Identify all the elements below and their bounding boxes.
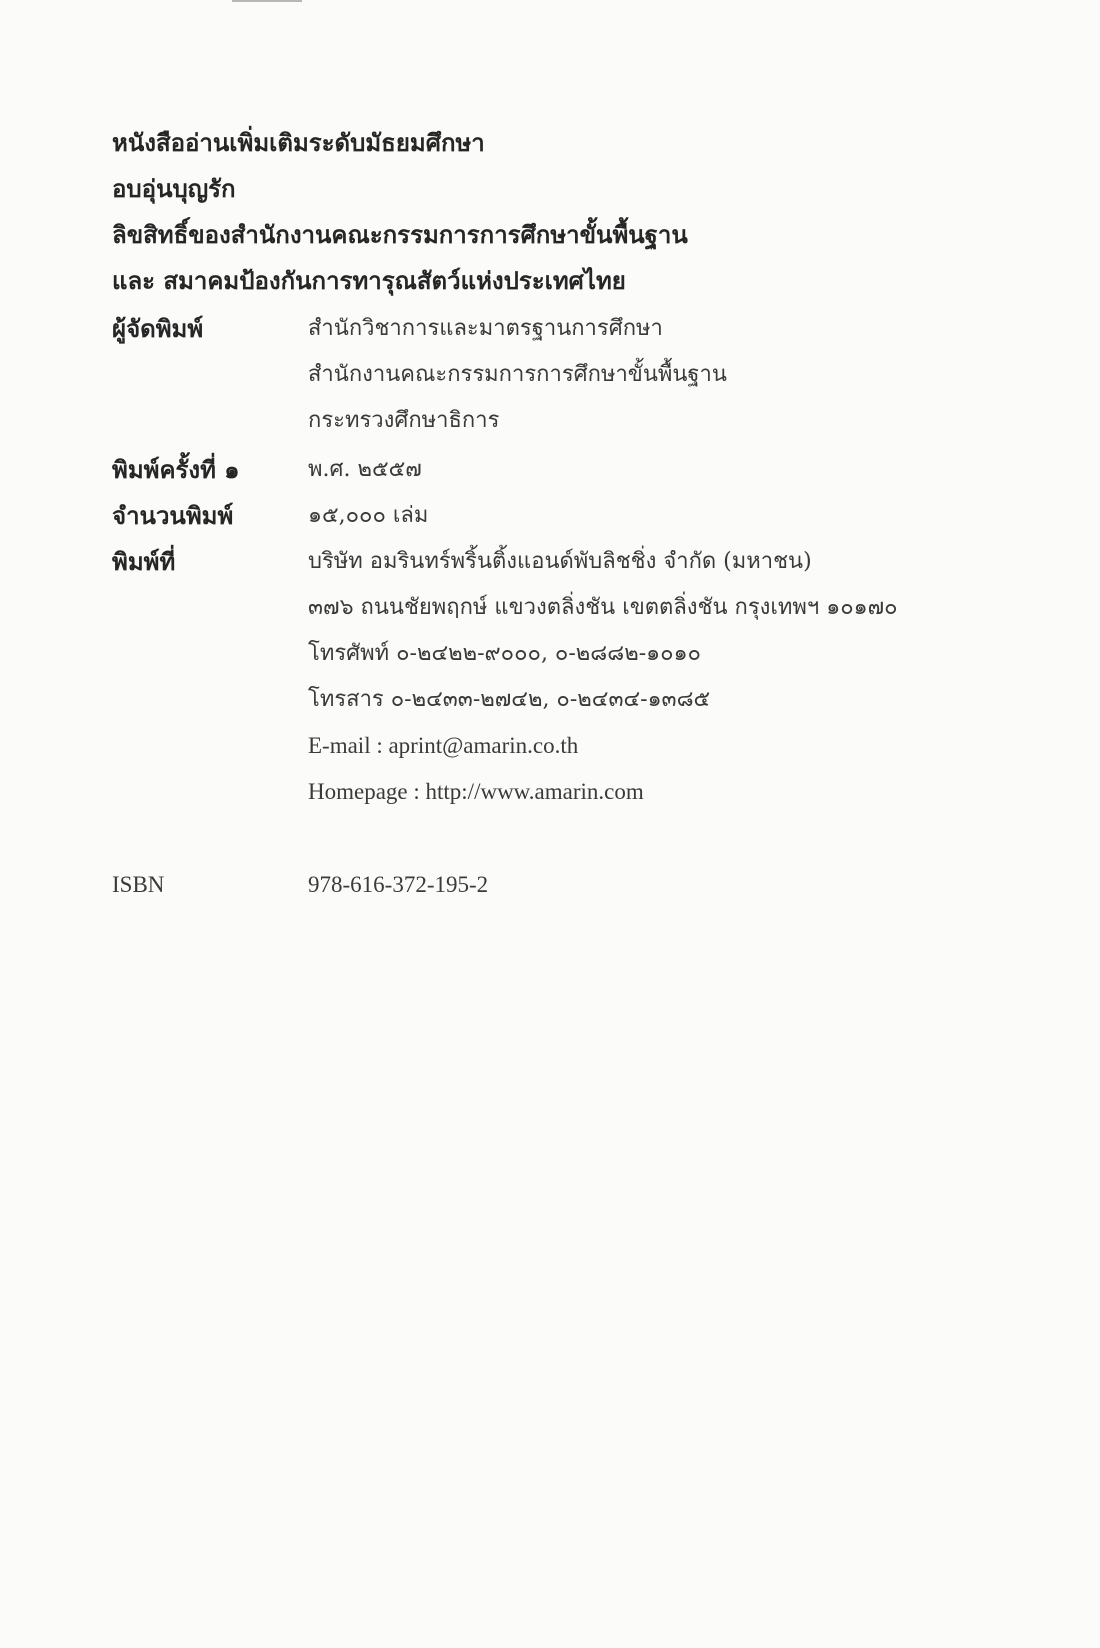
edition-value: พ.ศ. ๒๕๕๗ [308, 457, 422, 482]
printer-company: บริษัท อมรินทร์พริ้นติ้งแอนด์พับลิชชิ่ง จำกัด (มหาชน) [308, 549, 812, 574]
book-title: อบอุ่นบุญรัก [112, 174, 236, 203]
isbn-row [112, 862, 488, 908]
publisher-line: กระทรวงศึกษาธิการ [308, 408, 500, 433]
printer-fax: โทรสาร ๐-๒๔๓๓-๒๗๔๒, ๐-๒๔๓๔-๑๓๘๕ [308, 687, 711, 712]
printer-address: ๓๗๖ ถนนชัยพฤกษ์ แขวงตลิ่งชัน เขตตลิ่งชัน กรุงเทพฯ ๑๐๑๗๐ [308, 595, 898, 620]
publisher-line: สำนักงานคณะกรรมการการศึกษาขั้นพื้นฐาน [308, 362, 727, 387]
printer-phone: โทรศัพท์ ๐-๒๔๒๒-๙๐๐๐, ๐-๒๘๘๒-๑๐๑๐ [308, 641, 701, 666]
page-edge-mark [232, 0, 302, 2]
copyright-line: ลิขสิทธิ์ของสำนักงานคณะกรรมการการศึกษาขั้นพื้นฐาน [112, 220, 688, 249]
publisher-line: สำนักวิชาการและมาตรฐานการศึกษา [308, 316, 663, 341]
edition-label: พิมพ์ครั้งที่ ๑ [112, 455, 240, 484]
isbn-label: ISBN [112, 872, 165, 897]
print-run-row [112, 493, 1012, 539]
publication-info [112, 306, 1012, 815]
printer-row [112, 539, 1012, 815]
isbn-value: 978-616-372-195-2 [308, 872, 489, 897]
publisher-label: ผู้จัดพิมพ์ [112, 314, 204, 343]
print-run-values [308, 493, 1012, 539]
printer-label: พิมพ์ที่ [112, 547, 176, 576]
publisher-values [308, 306, 1012, 444]
printer-values [308, 539, 1012, 815]
copyright-line-2: และ สมาคมป้องกันการทารุณสัตว์แห่งประเทศไทย [112, 266, 626, 295]
edition-row [112, 447, 1012, 493]
edition-values [308, 447, 1012, 493]
book-series-title: หนังสืออ่านเพิ่มเติมระดับมัธยมศึกษา [112, 128, 485, 157]
print-run-label: จำนวนพิมพ์ [112, 501, 234, 530]
print-run-value: ๑๕,๐๐๐ เล่ม [308, 503, 429, 528]
printer-email: E-mail : aprint@amarin.co.th [308, 733, 579, 758]
publisher-row [112, 306, 1012, 444]
book-heading [112, 120, 1012, 304]
printer-homepage: Homepage : http://www.amarin.com [308, 779, 644, 804]
